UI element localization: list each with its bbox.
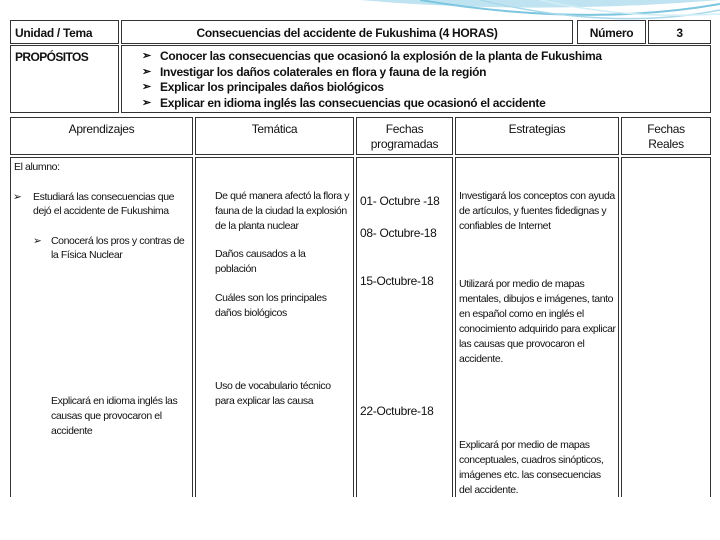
body-col-aprendizajes bbox=[10, 157, 193, 497]
number-value: 3 bbox=[676, 26, 683, 40]
intro-text: El alumno: bbox=[14, 161, 60, 173]
purpose-item: ➢ Explicar los principales daños biológicos bbox=[142, 80, 602, 96]
tematica-item: Uso de vocabulario técnico para explicar las causa bbox=[215, 380, 331, 407]
number-label: Número bbox=[589, 26, 634, 40]
purposes-list bbox=[142, 49, 602, 111]
purpose-item: ➢ Investigar los daños colaterales en flora y fauna de la región bbox=[142, 65, 602, 81]
aprendizaje-item: Explicará en idioma inglés las causas que provocaron el accidente bbox=[51, 395, 178, 437]
purposes-list-cell bbox=[121, 45, 711, 113]
unit-label-cell bbox=[10, 20, 119, 44]
tematica-item: Cuáles son los principales daños biológicos bbox=[215, 292, 327, 319]
purpose-item: ➢ Explicar en idioma inglés las consecuencias que ocasionó el accidente bbox=[142, 96, 602, 112]
bullet-icon: ➢ bbox=[33, 235, 42, 247]
topic-title: Consecuencias del accidente de Fukushima (4 HORAS) bbox=[196, 26, 498, 40]
number-label-cell bbox=[577, 20, 646, 44]
col-header-label: Estrategias bbox=[508, 122, 566, 136]
aprendizaje-item: Estudiará las consecuencias que dejó el accidente de Fukushima bbox=[33, 191, 175, 217]
purposes-label: PROPÓSITOS bbox=[15, 50, 89, 64]
estrategia-item: Investigará los conceptos con ayuda de artículos, y fuentes fidedignas y confiables de Internet bbox=[459, 190, 615, 232]
tematica-item: Daños causados a la población bbox=[215, 248, 306, 275]
col-header-fechas-programadas bbox=[356, 117, 453, 155]
col-header-estrategias bbox=[455, 117, 619, 155]
bullet-icon: ➢ bbox=[13, 191, 22, 203]
col-header-label: Aprendizajes bbox=[68, 122, 135, 136]
tematica-item: De qué manera afectó la flora y fauna de la ciudad la explosión de la planta nuclear bbox=[215, 190, 350, 232]
number-value-cell bbox=[648, 20, 711, 44]
col-header-aprendizajes bbox=[10, 117, 193, 155]
unit-label: Unidad / Tema bbox=[15, 26, 93, 40]
fecha-item: 22-Octubre-18 bbox=[360, 404, 434, 418]
col-header-fechas-reales bbox=[621, 117, 711, 155]
fecha-item: 08- Octubre-18 bbox=[360, 226, 437, 240]
col-header-tematica bbox=[195, 117, 354, 155]
aprendizaje-item: Conocerá los pros y contras de la Física Nuclear bbox=[51, 235, 185, 261]
body-col-tematica bbox=[195, 157, 354, 497]
fecha-item: 15-Octubre-18 bbox=[360, 274, 434, 288]
col-header-label: Fechas programadas bbox=[370, 122, 439, 151]
body-col-fechas-reales bbox=[621, 157, 711, 497]
col-header-label: Fechas Reales bbox=[647, 122, 685, 151]
purpose-item: ➢ Conocer las consecuencias que ocasionó la explosión de la planta de Fukushima bbox=[142, 49, 602, 65]
topic-title-cell bbox=[121, 20, 573, 44]
fecha-item: 01- Octubre -18 bbox=[360, 194, 440, 208]
estrategia-item: Explicará por medio de mapas conceptuales, cuadros sinópticos, imágenes etc. las consecuencias del accidente. bbox=[459, 439, 604, 496]
body-col-estrategias bbox=[455, 157, 619, 497]
estrategia-item: Utilizará por medio de mapas mentales, dibujos e imágenes, tanto en español como en inglés el conocimiento adquirido para explicar las causas que provocaron el accidente. bbox=[459, 278, 616, 365]
purposes-label-cell bbox=[10, 45, 119, 113]
body-col-fechas-programadas bbox=[356, 157, 453, 497]
col-header-label: Temática bbox=[251, 122, 298, 136]
